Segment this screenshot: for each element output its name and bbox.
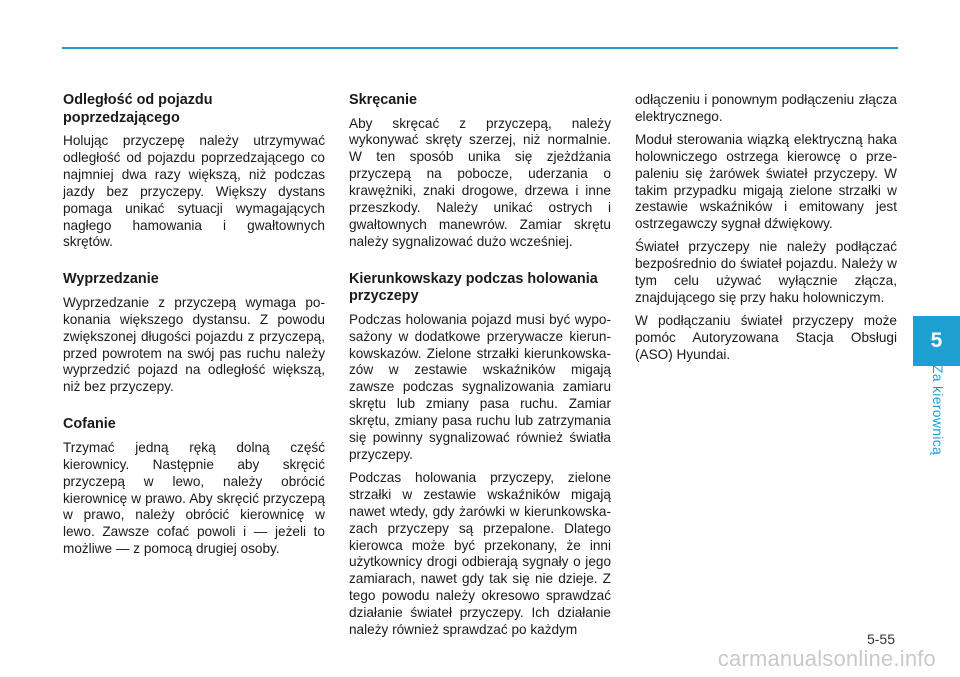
section-heading-turn-signals: Kierunkowskazy podczas holowania przyczepy: [349, 270, 598, 305]
paragraph-following-distance: Holując przyczepę należy utrzymywać odległość od pojazdu poprzedzającego co najmniej dwa razy większą, niż podczas jazdy bez przyczepy. Większy dystans pomaga unikać sytuacji wymagających nagłego hamowania i gwałtownych skrętów.: [63, 133, 325, 250]
paragraph-control-module: Moduł sterowania wiązką elektryczną haka holowniczego ostrzega kierowcę o przepaleniu się żarówek świateł przyczepy. W takim przypadku migają zielone strzałki w zestawie wskaźników i emitowany jest ostrzegawczy sygnał dźwiękowy.: [635, 131, 897, 232]
page-number: 5-55: [866, 631, 895, 647]
paragraph-overtaking: Wyprzedzanie z przyczepą wymaga pokonania większego dystansu. Z powodu zwiększonej długości pojazdu z przyczepą, przed powrotem na swój pas ruchu należy wyprzedzić pojazd na odległość większą, niż bez przyczepy.: [63, 294, 325, 395]
paragraph-turn-signals-2: Podczas holowania przyczepy, zielone strzałki w zestawie wskaźników migają nawet wtedy, gdy żarówki w kierunkowskazach przyczepy są przepalone. Dlatego kierowca może być przekonany, że inni użytkownicy drogi odbierają sygnały o jego zamiarach, nawet gdy tak się nie dzieje. Z tego powodu należy okresowo sprawdzać działanie świateł przyczepy. Ich działanie należy również sprawdzać po każdym: [349, 469, 611, 638]
paragraph-reconnect: odłączeniu i ponownym podłączeniu złącza elektrycznego.: [635, 92, 897, 124]
section-heading-overtaking: Wyprzedzanie: [63, 271, 159, 288]
text-column-right: [635, 92, 897, 370]
section-heading-reversing: Cofanie: [63, 416, 116, 433]
chapter-title: Za kierownicą: [930, 364, 946, 456]
watermark-text: carmanualsonline.info: [717, 646, 936, 671]
chapter-number-tab: 5: [913, 316, 960, 366]
paragraph-service-help: W podłączaniu świateł przyczepy może pomóc Autoryzowana Stacja Obsługi (ASO) Hyundai.: [635, 312, 897, 362]
section-heading-turning: Skręcanie: [349, 92, 418, 108]
section-heading-following-distance: Odległość od pojazdu poprzedzającego: [63, 92, 213, 126]
paragraph-direct-connection: Świateł przyczepy nie należy podłączać bezpośrednio do świateł pojazdu. Należy w tym celu używać wyłącznie złącza, znajdującego się przy haku holowniczym.: [635, 239, 897, 305]
text-column-middle: [349, 92, 611, 645]
header-rule: [62, 47, 898, 49]
text-column-left: [63, 92, 325, 564]
paragraph-turn-signals-1: Podczas holowania pojazd musi być wyposażony w dodatkowe przerywacze kierunkowskazów. Zielone strzałki kierunkowskazów w zestawie wskaźników migają zawsze podczas sygnalizowania zamiaru skrętu lub zmiany pasa ruchu. Zamiar skrętu, zmiany pasa ruchu lub zatrzymania się powinny sygnalizować również światła przyczepy.: [349, 311, 611, 462]
paragraph-reversing: Trzymać jedną ręką dolną część kierownicy. Następnie aby skręcić przyczepą w lewo, należy obrócić kierownicę w prawo. Aby skręcić przyczepą w prawo, należy obrócić kierownicę w lewo. Zawsze cofać powoli i — jeżeli to możliwe — z pomocą drugiej osoby.: [63, 439, 325, 557]
paragraph-turning: Aby skręcać z przyczepą, należy wykonywać skręty szerzej, niż normalnie. W ten sposób unika się zjeżdżania przyczepą na pobocze, uderzania o krawężniki, znaki drogowe, drzewa i inne przeszkody. Należy unikać ostrych i gwałtownych manewrów. Zamiar skrętu należy sygnalizować dużo wcześniej.: [349, 115, 611, 249]
